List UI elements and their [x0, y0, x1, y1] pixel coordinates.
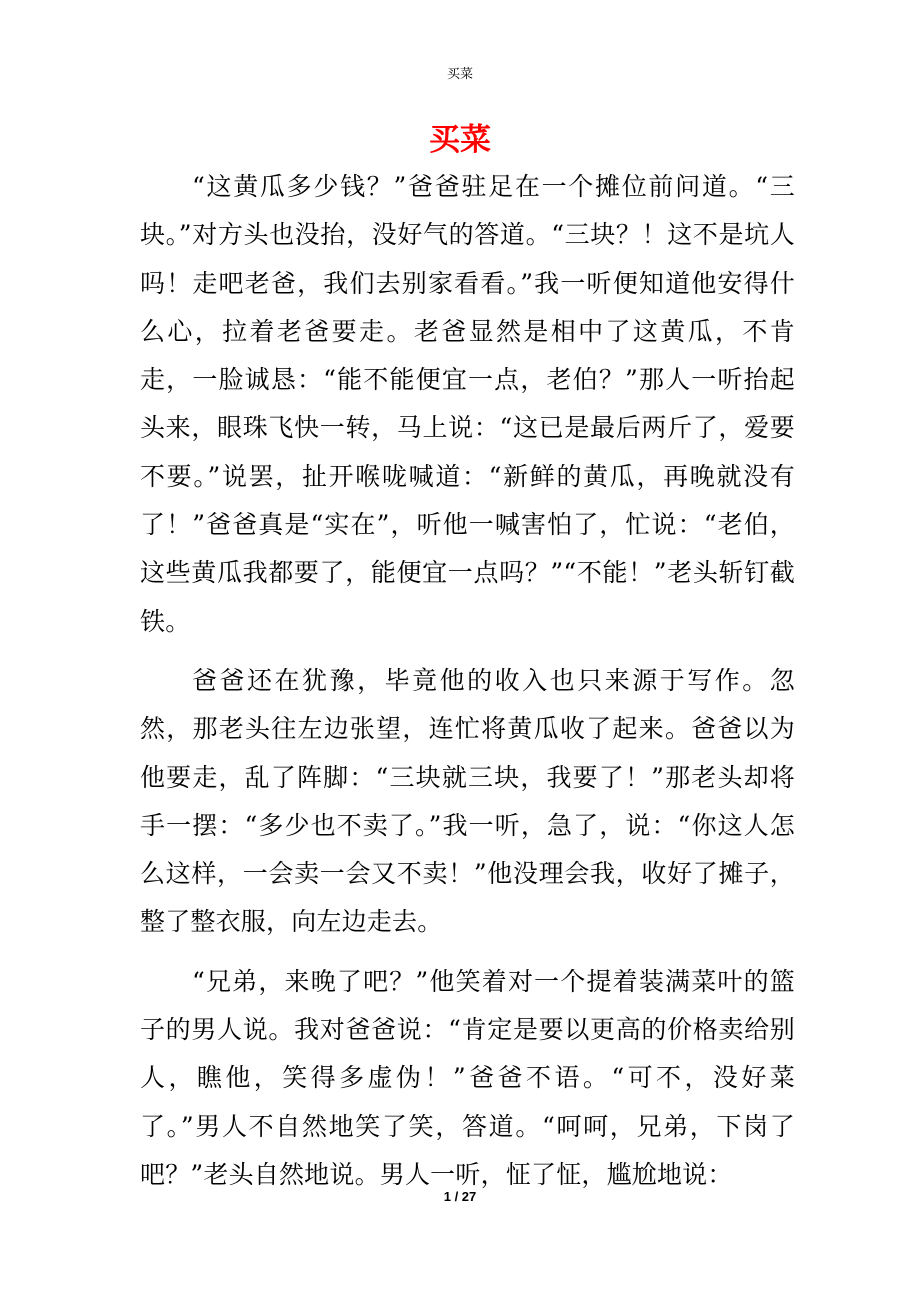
paragraph-3: “兄弟，来晚了吧？”他笑着对一个提着装满菜叶的篮子的男人说。我对爸爸说：“肯定是要以更高的价格卖给别人，瞧他，笑得多虚伪！”爸爸不语。“可不，没好菜了。”男人不自然地笑了笑，答道。“呵呵，兄弟，下岗了吧？”老头自然地说。男人一听，怔了怔，尴尬地说：	[140, 966, 795, 1189]
running-header: 买菜	[446, 67, 473, 82]
document-title: 买菜	[429, 122, 491, 158]
page-number: 1 / 27	[443, 1189, 477, 1204]
document-body	[140, 163, 795, 1199]
paragraph-1: “这黄瓜多少钱？”爸爸驻足在一个摊位前问道。“三块。”对方头也没抬，没好气的答道。“三块？！这不是坑人吗！走吧老爸，我们去别家看看。”我一听便知道他安得什么心，拉着老爸要走。老爸显然是相中了这黄瓜，不肯走，一脸诚恳：“能不能便宜一点，老伯？”那人一听抬起头来，眼珠飞快一转，马上说：“这已是最后两斤了，爱要不要。”说罢，扯开喉咙喊道：“新鲜的黄瓜，再晚就没有了！”爸爸真是“实在”，听他一喊害怕了，忙说：“老伯，这些黄瓜我都要了，能便宜一点吗？”“不能！”老头斩钉截铁。	[140, 172, 795, 636]
paragraph-2: 爸爸还在犹豫，毕竟他的收入也只来源于写作。忽然，那老头往左边张望，连忙将黄瓜收了起来。爸爸以为他要走，乱了阵脚：“三块就三块，我要了！”那老头却将手一摆：“多少也不卖了。”我一听，急了，说：“你这人怎么这样，一会卖一会又不卖！”他没理会我，收好了摊子，整了整衣服，向左边走去。	[140, 665, 795, 937]
